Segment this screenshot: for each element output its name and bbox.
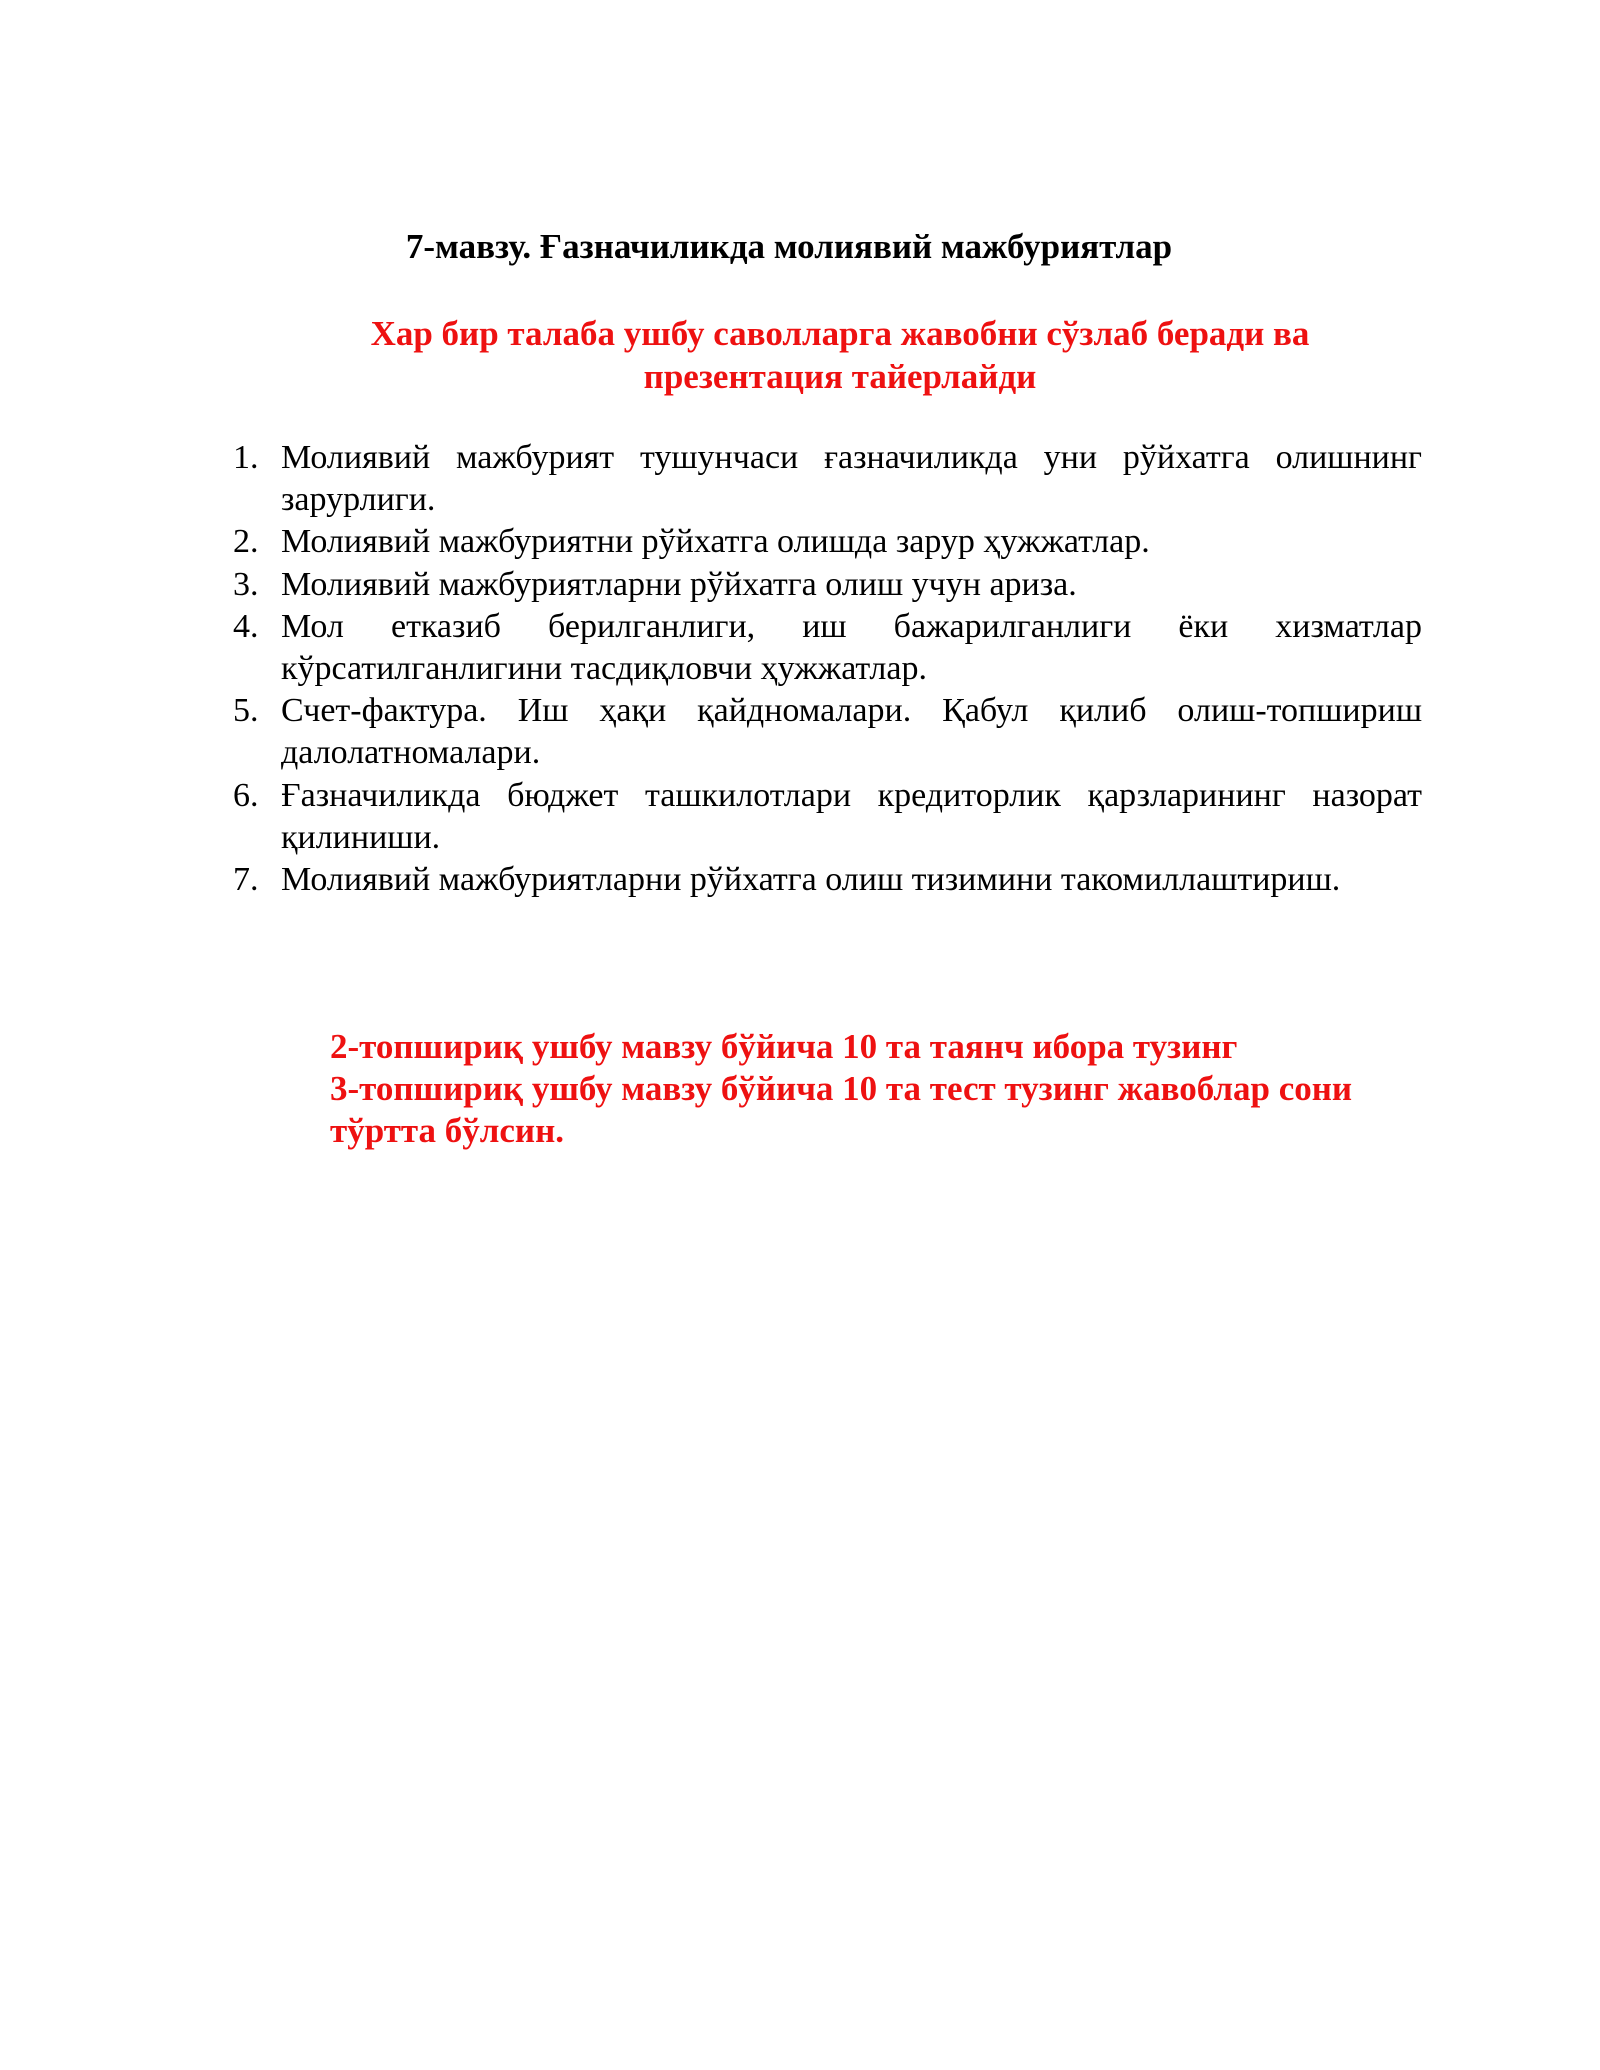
question-item-6 bbox=[230, 775, 1422, 859]
question-text: Мол етказиб берилганлиги, иш бажарилганлиги ёки хизматлар кўрсатилганлигини тасдиқловчи ҳужжатлар. bbox=[281, 607, 1422, 688]
question-text: Молиявий мажбурият тушунчаси ғазначиликда уни рўйхатга олишнинг зарурлиги. bbox=[281, 439, 1422, 519]
question-text: Молиявий мажбуриятларни рўйхатга олиш тизимини такомиллаштириш. bbox=[281, 861, 1341, 899]
question-item-4 bbox=[230, 606, 1422, 690]
question-number: 4. bbox=[233, 607, 259, 645]
question-number: 6. bbox=[233, 776, 259, 814]
question-text: Счет-фактура. Иш ҳақи қайдномалари. Қабул қилиб олиш-топшириш далолатномалари. bbox=[281, 692, 1422, 772]
question-item-7 bbox=[230, 859, 1422, 901]
tasks-block bbox=[330, 1026, 1430, 1152]
instruction-text bbox=[330, 312, 1350, 398]
task-3: 3-топшириқ ушбу мавзу бўйича 10 та тест тузинг жавоблар сони тўртта бўлсин. bbox=[330, 1069, 1353, 1150]
instruction-line-2: презентация тайерлайди bbox=[643, 357, 1037, 396]
question-number: 5. bbox=[233, 692, 259, 730]
task-2: 2-топшириқ ушбу мавзу бўйича 10 та таянч ибора тузинг bbox=[330, 1027, 1238, 1066]
question-item-1 bbox=[230, 437, 1422, 521]
question-number: 2. bbox=[233, 523, 259, 561]
question-number: 3. bbox=[233, 565, 259, 603]
question-number: 1. bbox=[233, 439, 259, 476]
question-number: 7. bbox=[233, 861, 259, 899]
question-text: Ғазначиликда бюджет ташкилотлари кредиторлик қарзларининг назорат қилиниши. bbox=[281, 776, 1422, 856]
question-text: Молиявий мажбуриятни рўйхатга олишда зарур ҳужжатлар. bbox=[281, 523, 1150, 561]
page-title-text: 7-мавзу. Ғазначиликда молиявий мажбуриятлар bbox=[405, 227, 1173, 266]
questions-list bbox=[230, 437, 1422, 901]
page-title bbox=[0, 226, 1600, 268]
question-item-3 bbox=[230, 564, 1422, 606]
question-item-2 bbox=[230, 521, 1422, 563]
question-text: Молиявий мажбуриятларни рўйхатга олиш учун ариза. bbox=[281, 565, 1077, 603]
instruction-line-1: Хар бир талаба ушбу саволларга жавобни сўзлаб беради ва bbox=[370, 314, 1310, 353]
question-item-5 bbox=[230, 690, 1422, 774]
